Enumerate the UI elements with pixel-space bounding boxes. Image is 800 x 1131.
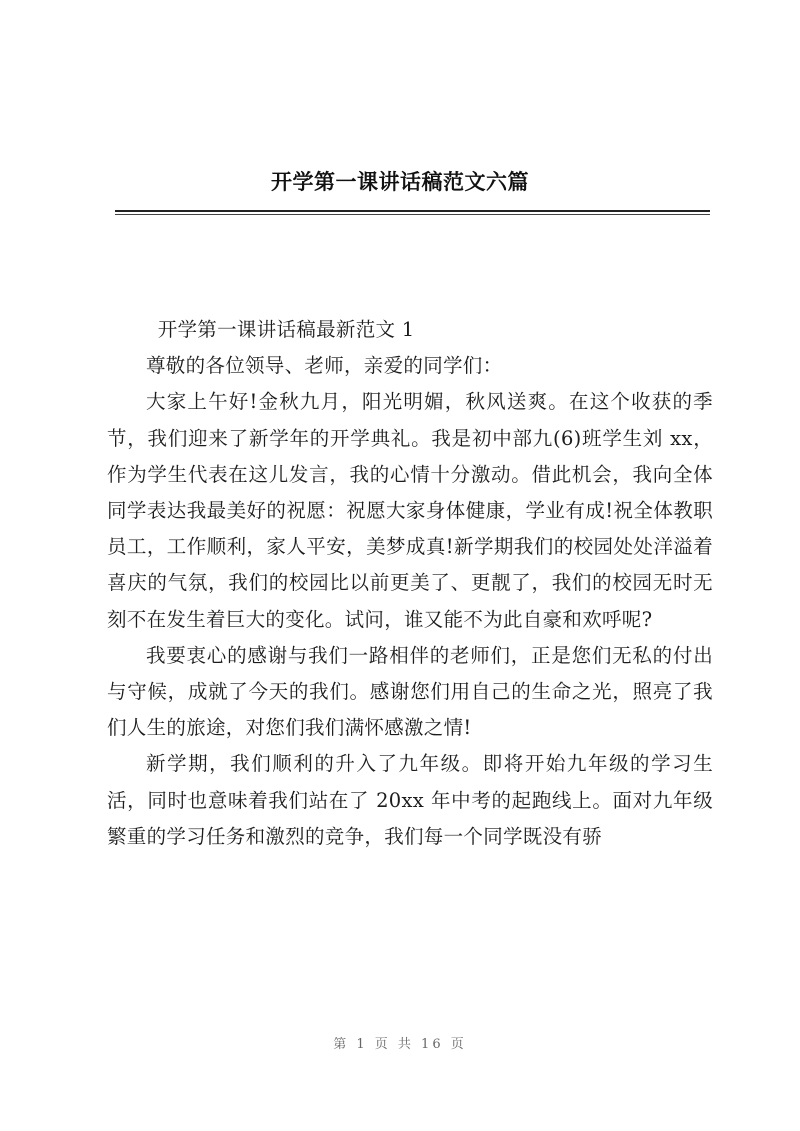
body-paragraph: 我要衷心的感谢与我们一路相伴的老师们，正是您们无私的付出与守候，成就了今天的我们。感谢您们用自己的生命之光，照亮了我们人生的旅途，对您们我们满怀感激之情! (107, 643, 713, 740)
document-title: 开学第一课讲话稿范文六篇 (271, 169, 529, 194)
title-divider-thin (115, 214, 710, 215)
body-paragraph: 新学期，我们顺利的升入了九年级。即将开始九年级的学习生活，同时也意味着我们站在了 20xx 年中考的起跑线上。面对九年级繁重的学习任务和激烈的竞争，我们每一个同学既没有骄 (107, 752, 713, 848)
salutation: 尊敬的各位领导、老师，亲爱的同学们： (146, 354, 503, 378)
page-number-footer: 第 1 页 共 16 页 (333, 1037, 467, 1052)
section-heading: 开学第一课讲话稿最新范文 1 (157, 318, 415, 341)
title-divider (115, 210, 710, 212)
body-paragraph: 大家上午好!金秋九月，阳光明媚，秋风送爽。在这个收获的季节，我们迎来了新学年的开学典礼。我是初中部九(6)班学生刘 xx，作为学生代表在这儿发言，我的心情十分激动。借此机会，我向全体同学表达我最美好的祝愿：祝愿大家身体健康，学业有成!祝全体教职员工，工作顺利，家人平安，美梦成真!新学期我们的校园处处洋溢着喜庆的气氛，我们的校园比以前更美了、更靓了，我们的校园无时无刻不在发生着巨大的变化。试问，谁又能不为此自豪和欢呼呢? (107, 390, 713, 631)
document-body (107, 312, 713, 855)
